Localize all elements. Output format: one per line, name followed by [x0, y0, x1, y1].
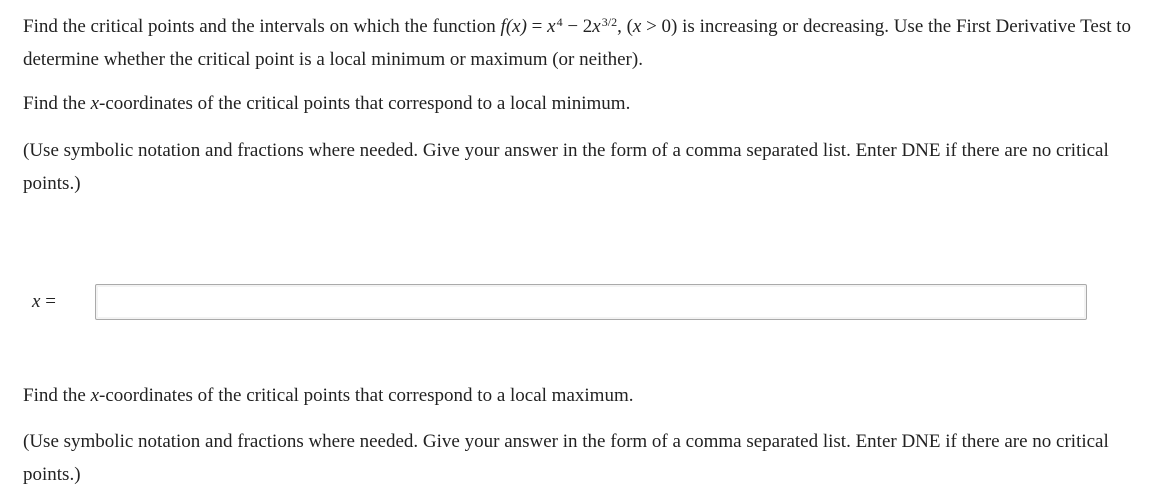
term2-base: x: [592, 16, 601, 37]
local-min-question: [23, 87, 1138, 120]
term1-exponent: 4: [556, 15, 563, 29]
min-question-after: -coordinates of the critical points that correspond to a local minimum.: [99, 93, 631, 114]
max-question-after: -coordinates of the critical points that correspond to a local maximum.: [99, 385, 634, 406]
min-question-var: x: [90, 93, 99, 114]
term2-exponent: 3/2: [601, 15, 618, 29]
answer-label: [32, 286, 56, 318]
answer-label-var: x: [32, 291, 41, 312]
max-question-var: x: [90, 385, 99, 406]
local-max-question: [23, 379, 1138, 412]
local-min-answer-input[interactable]: [95, 284, 1087, 320]
domain-var: x: [632, 16, 642, 37]
domain-rest: > 0): [641, 16, 678, 37]
local-max-instructions: (Use symbolic notation and fractions where needed. Give your answer in the form of a comma separated list. Enter DNE if there are no critical points.): [23, 431, 1109, 485]
problem-statement: [23, 10, 1138, 76]
function-equals: =: [526, 16, 548, 37]
local-min-instructions: (Use symbolic notation and fractions where needed. Give your answer in the form of a comma separated list. Enter DNE if there are no critical points.): [23, 140, 1109, 194]
function-lhs: f(x): [500, 16, 527, 37]
intro-text-before: Find the critical points and the intervals on which the function: [23, 16, 501, 37]
local-min-answer-row: [32, 284, 1092, 320]
domain-open: , (: [617, 16, 633, 37]
function-minus: − 2: [562, 16, 593, 37]
term1-base: x: [547, 16, 556, 37]
min-question-before: Find the: [23, 93, 91, 114]
max-question-before: Find the: [23, 385, 91, 406]
function-expression: [501, 16, 678, 37]
intro-text-after: is increasing or decreasing. Use the First Derivative Test to determine whether the critical point is a local minimum or maximum (or neither).: [23, 16, 1132, 70]
answer-label-eq: =: [40, 291, 56, 312]
